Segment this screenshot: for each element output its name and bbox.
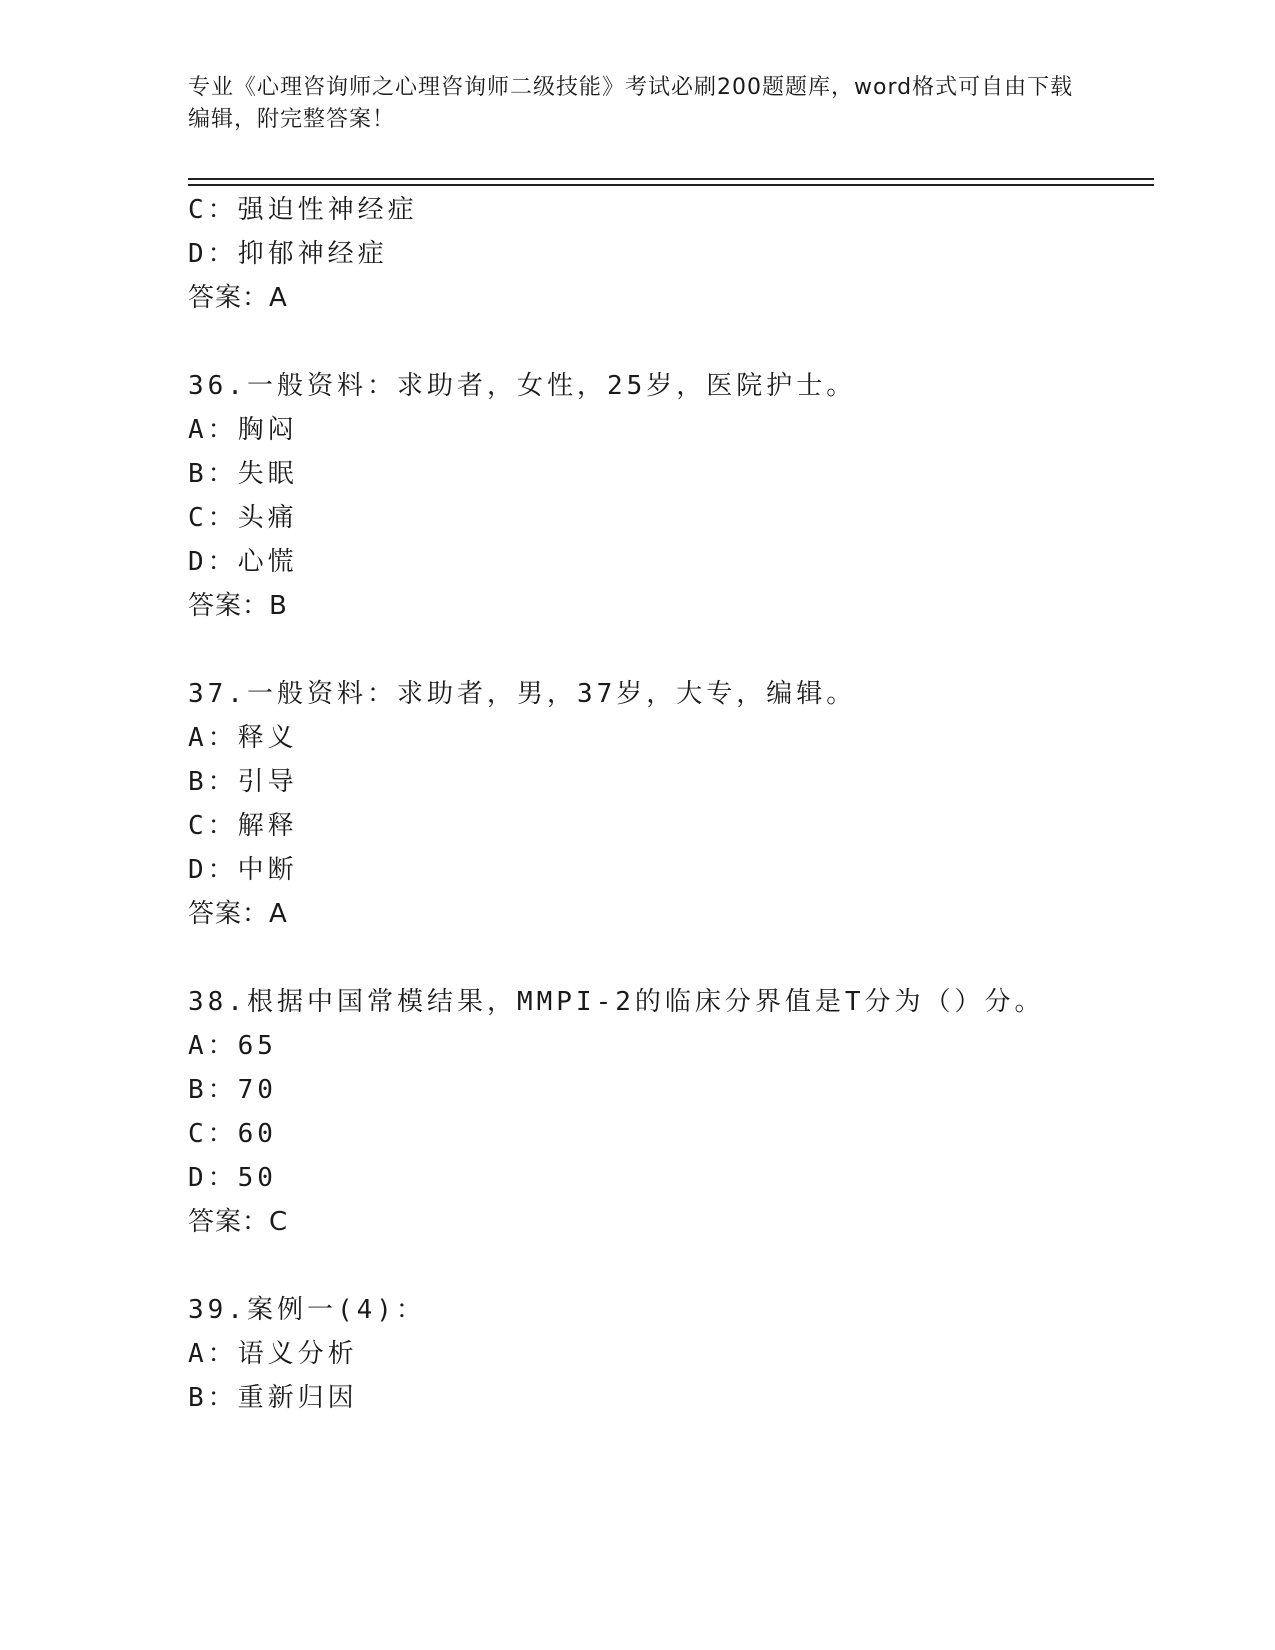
q35-option-c: C：强迫性神经症 (188, 195, 418, 225)
q38-option-c: C：60 (188, 1119, 277, 1149)
q37-option-a: A：释义 (188, 723, 298, 753)
q37-option-b: B：引导 (188, 767, 298, 797)
header-divider-bottom (188, 184, 1154, 186)
q37-answer: 答案：A (188, 899, 288, 929)
q37-option-c: C：解释 (188, 811, 298, 841)
q36-option-c: C：头痛 (188, 503, 298, 533)
q38-option-d: D：50 (188, 1163, 277, 1193)
q38-answer: 答案：C (188, 1207, 289, 1237)
document-header: 专业《心理咨询师之心理咨询师二级技能》考试必刷200题题库，word格式可自由下载编辑，附完整答案！ (188, 75, 1074, 132)
q36-option-b: B：失眠 (188, 459, 298, 489)
q36-option-d: D：心慌 (188, 547, 298, 577)
q35-option-d: D：抑郁神经症 (188, 239, 388, 269)
q37-option-d: D：中断 (188, 855, 298, 885)
q39-stem: 39.案例一(4)： (188, 1295, 426, 1325)
q36-stem: 36.一般资料：求助者，女性，25岁，医院护士。 (188, 371, 857, 401)
q38-stem: 38.根据中国常模结果，MMPI-2的临床分界值是T分为（）分。 (188, 987, 1045, 1017)
q39-option-a: A：语义分析 (188, 1339, 358, 1369)
header-divider-top (188, 178, 1154, 180)
q39-option-b: B：重新归因 (188, 1383, 358, 1413)
q38-option-a: A：65 (188, 1031, 277, 1061)
q36-answer: 答案：B (188, 591, 288, 621)
q37-stem: 37.一般资料：求助者，男，37岁，大专，编辑。 (188, 679, 857, 709)
q38-option-b: B：70 (188, 1075, 277, 1105)
q35-answer: 答案：A (188, 283, 288, 313)
q36-option-a: A：胸闷 (188, 415, 298, 445)
